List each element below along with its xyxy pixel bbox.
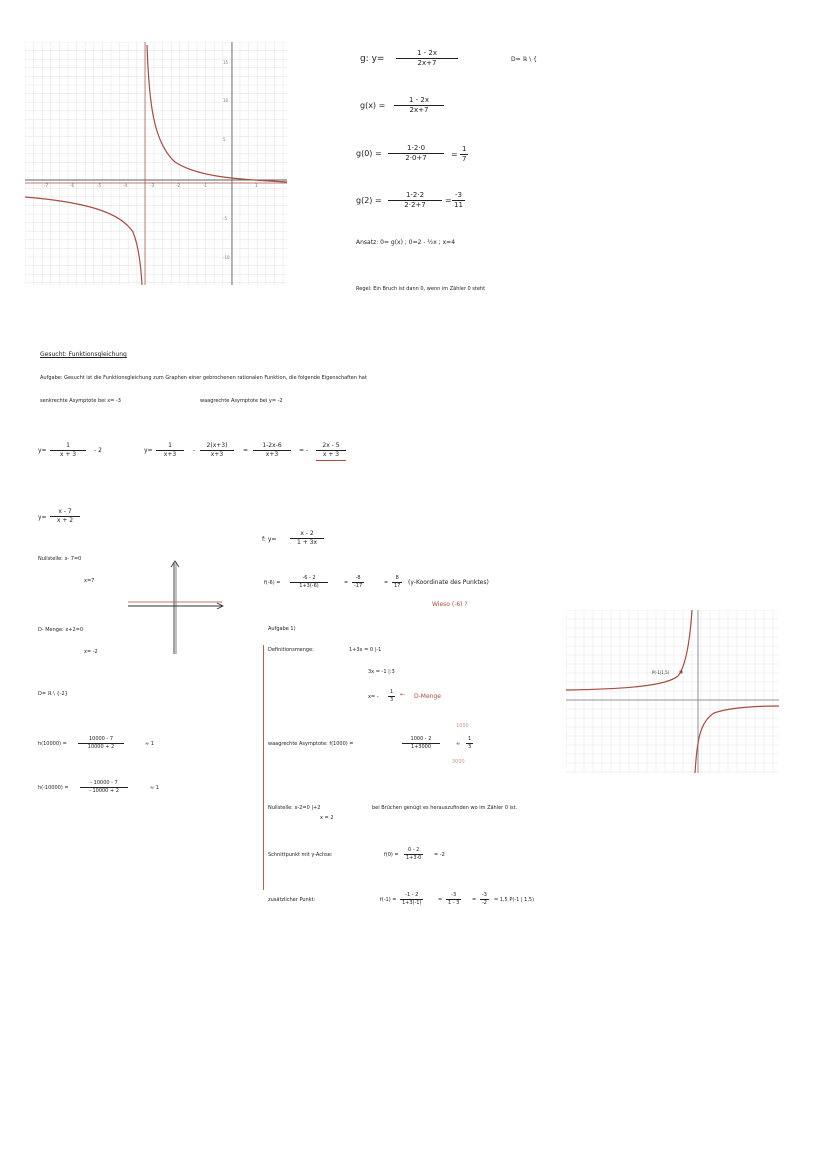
y-tick-label: 5 bbox=[223, 137, 226, 142]
h2-numerator: - 10000 - 7 bbox=[80, 781, 128, 788]
zus-num3: -3 bbox=[482, 892, 487, 898]
h1-numerator: 10000 - 7 bbox=[78, 737, 124, 744]
fm6-den3: 17 bbox=[394, 583, 401, 589]
aufgabe1-heading: Aufgabe 1) bbox=[268, 626, 296, 632]
schnittpunkt-label: Schnittpunkt mit y-Achse: bbox=[268, 852, 333, 858]
left-y-den: x + 2 bbox=[56, 517, 74, 524]
gx-label: g(x) = bbox=[360, 101, 386, 110]
def-step3-fraction bbox=[388, 690, 395, 703]
cross-sketch bbox=[126, 558, 226, 658]
definitionsmenge-label: Definitionsmenge: bbox=[268, 647, 314, 653]
waag-fraction bbox=[402, 737, 440, 750]
h1-fraction bbox=[78, 737, 124, 750]
h1-result: ≈ 1 bbox=[145, 741, 154, 747]
x-tick-label: -1 bbox=[203, 183, 207, 188]
graph-f bbox=[566, 610, 779, 773]
senkrechte-asymptote: senkrechte Asymptote bei x= -3 bbox=[40, 398, 121, 404]
row1-frac2-den: x+3 bbox=[163, 451, 177, 458]
zus-fraction3 bbox=[480, 893, 489, 906]
g0-label: g(0) = bbox=[356, 149, 382, 158]
nullstelle-right: Nullstelle: x-2=0 |+2 bbox=[268, 805, 321, 811]
wieso-note: Wieso (-6) ? bbox=[432, 601, 468, 608]
g2-numerator: 1-2·2 bbox=[388, 192, 442, 201]
def-step3-num: 1 bbox=[390, 689, 394, 695]
zus-equals2: = bbox=[472, 897, 477, 903]
row1-frac3-num: 2(x+3) bbox=[200, 443, 234, 451]
dmenge-text: D- Menge: x+2=0 bbox=[38, 627, 84, 633]
x-tick-label: -2 bbox=[176, 183, 180, 188]
left-y-fraction bbox=[50, 509, 80, 524]
nullstelle-note: bei Brüchen genügt es herauszufinden wo im Zähler 0 ist. bbox=[372, 805, 518, 811]
y-tick-label: -10 bbox=[223, 255, 230, 260]
y-tick-label: 15 bbox=[223, 60, 229, 65]
domain-text: D= ℝ \ { bbox=[511, 56, 537, 63]
row1-frac2-num: 1 bbox=[156, 443, 184, 451]
g0-result-num: 1 bbox=[462, 145, 467, 153]
g2-denominator: 2·2+7 bbox=[404, 201, 426, 209]
f-fraction bbox=[290, 531, 324, 546]
g2-result bbox=[452, 192, 465, 209]
x-tick-label: -4 bbox=[123, 183, 127, 188]
g0-numerator: 1-2·0 bbox=[388, 145, 444, 154]
fm6-numerator: -6 - 2 bbox=[290, 576, 328, 583]
zus-equals1: = bbox=[438, 897, 443, 903]
waag-result bbox=[466, 737, 473, 750]
waag-approx: ≈ bbox=[456, 741, 461, 747]
zus-fraction2 bbox=[446, 893, 461, 906]
zusaetzlicher-punkt-label: zusätzlicher Punkt: bbox=[268, 897, 316, 903]
g-def-denominator: 2x+7 bbox=[417, 59, 437, 67]
point-marker bbox=[679, 670, 682, 673]
zus-f: f(-1) = bbox=[380, 897, 397, 903]
x-tick-label: -5 bbox=[97, 183, 101, 188]
gx-numerator: 1 - 2x bbox=[394, 97, 444, 106]
zus-num1: -1 - 2 bbox=[400, 893, 423, 900]
waag-denominator: 1+3000 bbox=[410, 744, 432, 750]
D-set: D= ℝ \ {-2} bbox=[38, 691, 68, 697]
x-equals-minus-2: x= -2 bbox=[84, 649, 98, 655]
g0-fraction bbox=[388, 145, 444, 162]
zus-den1: 1+3(-1) bbox=[402, 900, 422, 906]
gesucht-heading: Gesucht: Funktionsgleichung bbox=[40, 351, 127, 358]
row1-y-eq: y= bbox=[38, 447, 47, 454]
annot-3000: 3000 bbox=[452, 759, 465, 765]
x-tick-label: -6 bbox=[70, 183, 74, 188]
waag-result-den: 3 bbox=[468, 744, 472, 750]
fm6-num2: -8 bbox=[352, 576, 364, 583]
left-y-eq: y= bbox=[38, 514, 47, 521]
zus-result: = 1,5 P(-1 | 1,5) bbox=[494, 897, 535, 903]
g2-result-den: 11 bbox=[454, 201, 463, 209]
x-equals-7: x=7 bbox=[84, 578, 95, 584]
g0-result-den: 7 bbox=[462, 155, 467, 163]
nullstelle-text: Nullstelle: x- 7=0 bbox=[38, 556, 82, 562]
curve-left-branch bbox=[25, 197, 142, 285]
fm6-fraction3 bbox=[392, 576, 402, 589]
h2-label: h(-10000) = bbox=[38, 785, 69, 791]
fm6-fraction bbox=[290, 576, 328, 589]
annot-1000: 1000 bbox=[456, 723, 469, 729]
g0-denominator: 2·0+7 bbox=[405, 154, 427, 162]
f-denominator: 1 + 3x bbox=[296, 539, 318, 546]
regel-text: Regel: Ein Bruch ist dann 0, wenn im Zähler 0 steht bbox=[356, 286, 486, 292]
g2-result-num: -3 bbox=[452, 192, 465, 201]
h2-fraction bbox=[80, 781, 128, 794]
def-arrow-icon: ← bbox=[400, 691, 406, 698]
row1-frac5-result bbox=[316, 443, 346, 461]
waag-label: waagrechte Asymptote: f(1000) = bbox=[268, 741, 354, 747]
g0-result bbox=[460, 146, 468, 163]
row1-y-eq2: y= bbox=[144, 447, 153, 454]
g-definition-fraction bbox=[396, 50, 458, 67]
row1-equals-a: = bbox=[243, 447, 249, 454]
zus-fraction1 bbox=[400, 893, 423, 906]
graph-g bbox=[25, 42, 287, 285]
waag-numerator: 1000 - 2 bbox=[402, 737, 440, 744]
gx-fraction bbox=[394, 97, 444, 114]
def-step3-lhs: x= - bbox=[368, 694, 379, 700]
schnittpunkt-num: 0 - 2 bbox=[404, 848, 423, 855]
fm6-fraction2 bbox=[352, 576, 364, 589]
schnittpunkt-den: 1+3·0 bbox=[406, 855, 422, 861]
f-numerator: x - 2 bbox=[290, 531, 324, 539]
nullstelle-x2: x = 2 bbox=[320, 815, 334, 821]
fm6-note: (y-Koordinate des Punktes) bbox=[408, 579, 489, 586]
margin-line bbox=[263, 645, 264, 890]
aufgabe-text: Aufgabe: Gesucht ist die Funktionsgleichung zum Graphen einer gebrochenen rationalen Funktion, die folgende Eigenschaften hat bbox=[40, 375, 367, 381]
y-tick-label: 10 bbox=[223, 98, 229, 103]
fm6-num3: 8 bbox=[392, 576, 402, 583]
row1-frac3-den: x+3 bbox=[210, 451, 224, 458]
fm6-label: f(-6) = bbox=[264, 580, 281, 586]
g0-equals: = bbox=[451, 150, 458, 159]
x-tick-label: -7 bbox=[44, 183, 48, 188]
row1-frac4 bbox=[253, 443, 291, 458]
row1-minus: - bbox=[193, 447, 196, 454]
waagrechte-asymptote: waagrechte Asymptote bei y= -2 bbox=[200, 398, 283, 404]
schnittpunkt-f0: f(0) = bbox=[384, 852, 399, 858]
row1-frac5-den: x + 3 bbox=[322, 451, 340, 458]
x-tick-label: -3 bbox=[150, 183, 154, 188]
point-label: P(-1|1,5) bbox=[652, 670, 670, 675]
g-def-numerator: 1 - 2x bbox=[396, 50, 458, 59]
row1-minus-2: - 2 bbox=[94, 447, 102, 454]
h1-label: h(10000) = bbox=[38, 741, 67, 747]
h2-denominator: - 10000 + 2 bbox=[89, 788, 119, 794]
f-label: f: y= bbox=[262, 536, 277, 543]
def-step1: 1+3x = 0 |-1 bbox=[349, 647, 382, 653]
row1-frac3 bbox=[200, 443, 234, 458]
schnittpunkt-fraction bbox=[404, 848, 423, 861]
g2-equals: = bbox=[445, 196, 452, 205]
gx-denominator: 2x+7 bbox=[409, 106, 429, 114]
ansatz-text: Ansatz: 0= g(x) ; 0=2 - ½x ; x=4 bbox=[356, 239, 456, 246]
zus-den2: 1 - 3 bbox=[448, 900, 460, 906]
g2-label: g(2) = bbox=[356, 196, 382, 205]
left-y-num: x - 7 bbox=[50, 509, 80, 517]
def-step3-den: 3 bbox=[390, 697, 394, 703]
waag-result-num: 1 bbox=[468, 736, 472, 742]
y-tick-label: -5 bbox=[223, 216, 227, 221]
row1-frac4-den: x+3 bbox=[265, 451, 279, 458]
row1-frac2 bbox=[156, 443, 184, 458]
fm6-denominator: 1+3(-6) bbox=[299, 583, 319, 589]
zus-num2: -3 bbox=[446, 893, 461, 900]
def-step2: 3x = -1 |:3 bbox=[368, 669, 395, 675]
row1-frac1-den: x + 3 bbox=[59, 451, 77, 458]
g2-fraction bbox=[388, 192, 442, 209]
fm6-equals: = bbox=[344, 580, 349, 586]
fm6-den2: -17 bbox=[354, 583, 363, 589]
zus-den3: -2 bbox=[482, 900, 487, 906]
g-definition-label: g: y= bbox=[360, 54, 385, 64]
h2-result: ≈ 1 bbox=[150, 785, 159, 791]
row1-frac1-num: 1 bbox=[50, 443, 86, 451]
h1-denominator: 10000 + 2 bbox=[87, 744, 115, 750]
def-dmenge-note: D-Menge bbox=[414, 693, 441, 700]
row1-frac1 bbox=[50, 443, 86, 458]
row1-frac4-num: 1-2x-6 bbox=[253, 443, 291, 451]
fm6-equals2: = bbox=[384, 580, 389, 586]
x-tick-label: 1 bbox=[255, 183, 258, 188]
row1-frac5-num: 2x - 5 bbox=[316, 443, 346, 451]
row1-equals-b: = - bbox=[299, 447, 309, 454]
schnittpunkt-result: = -2 bbox=[434, 852, 445, 858]
